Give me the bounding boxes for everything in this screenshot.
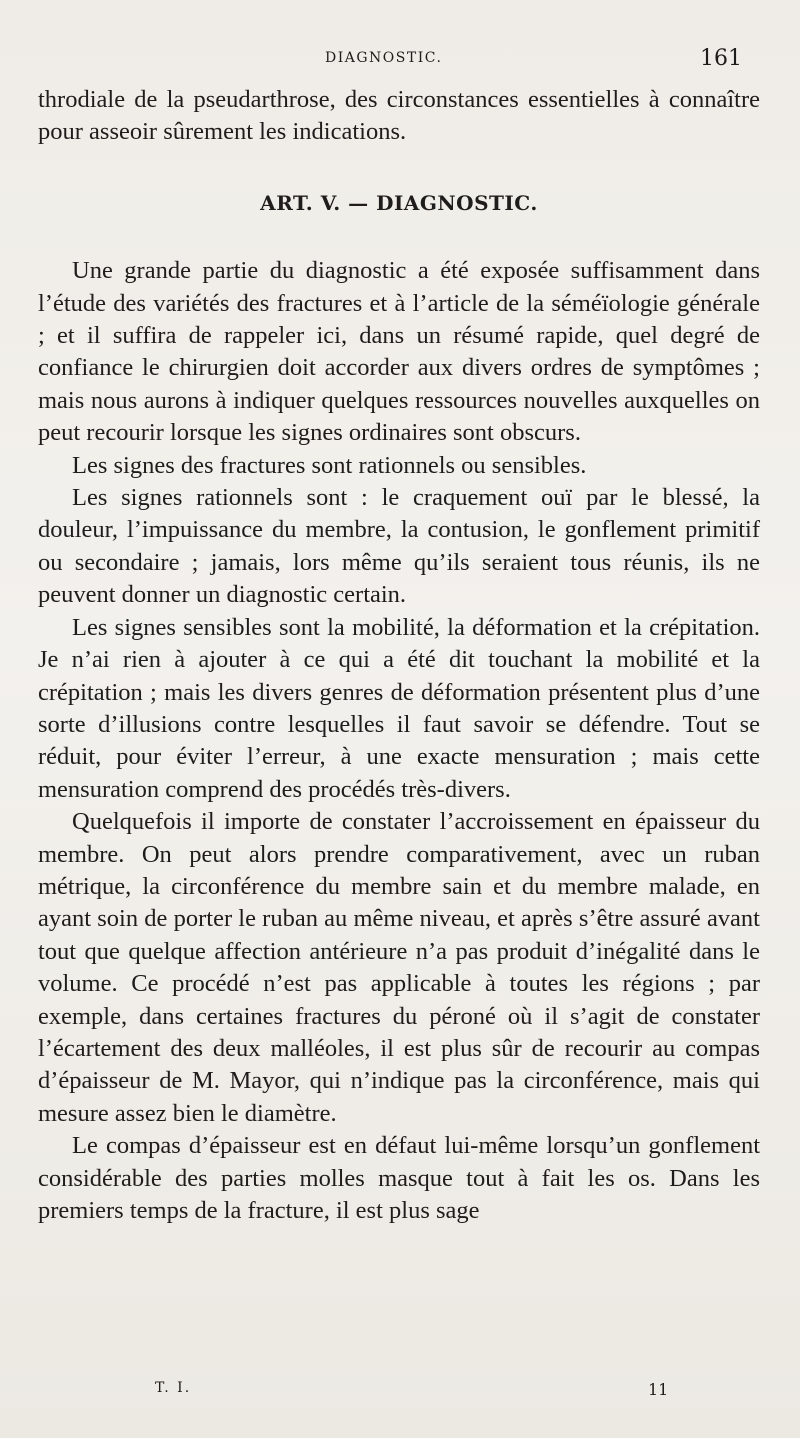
signature-mark: T. I. (155, 1380, 192, 1396)
page-header (0, 46, 800, 74)
paragraph: Une grande partie du diagnostic a été exposée suffisamment dans l’étude des variétés des fractures et à l’article de la séméïologie générale ; et il suffira de rappeler ici, dans un résumé rapide, quel degré de confiance le chirurgien doit accorder aux divers ordres de symptômes ; mais nous aurons à indiquer quelques ressources nouvelles auxquelles on peut recourir lorsque les signes ordinaires sont obscurs. (38, 257, 760, 447)
page-number: 161 (700, 46, 742, 71)
paragraph: Les signes des fractures sont rationnels ou sensibles. (72, 451, 587, 479)
section-heading: ART. V. — DIAGNOSTIC. (260, 190, 538, 215)
page-body (38, 84, 760, 1227)
paragraph: Le compas d’épaisseur est en défaut lui-même lorsqu’un gonflement considérable des parties molles masque tout à fait les os. Dans les premiers temps de la fracture, il est plus sage (38, 1132, 760, 1224)
running-head: DIAGNOSTIC. (325, 50, 443, 66)
intro-paragraph: throdiale de la pseudarthrose, des circonstances essentielles à connaître pour asseoir sûrement les indications. (38, 86, 760, 146)
paragraph: Quelquefois il importe de constater l’accroissement en épaisseur du membre. On peut alors prendre comparativement, avec un ruban métrique, la circonférence du membre sain et du membre malade, en ayant soin de porter le ruban au même niveau, et après s’être assuré avant tout que quelque affection antérieure n’a pas produit d’inégalité dans le volume. Ce procédé n’est pas applicable à toutes les régions ; par exemple, dans certaines fractures du péroné où il s’agit de constater l’écartement des deux malléoles, il est plus sûr de recourir au compas d’épaisseur de M. Mayor, qui n’indique pas la circonférence, mais qui mesure assez bien le diamètre. (38, 808, 760, 1127)
paragraph: Les signes sensibles sont la mobilité, la déformation et la crépitation. Je n’ai rien à ajouter à ce qui a été dit touchant la mobilité et la crépitation ; mais les divers genres de déformation présentent plus d’une sorte d’illusions contre lesquelles il faut savoir se défendre. Tout se réduit, pour éviter l’erreur, à une exacte mensuration ; mais cette mensuration comprend des procédés très-divers. (38, 613, 760, 803)
page-footer (0, 1380, 800, 1404)
paragraph: Les signes rationnels sont : le craquement ouï par le blessé, la douleur, l’impuissance du membre, la contusion, le gonflement primitif ou secondaire ; jamais, lors même qu’ils seraient tous réunis, ils ne peuvent donner un diagnostic certain. (38, 484, 760, 609)
signature-number: 11 (648, 1380, 669, 1399)
